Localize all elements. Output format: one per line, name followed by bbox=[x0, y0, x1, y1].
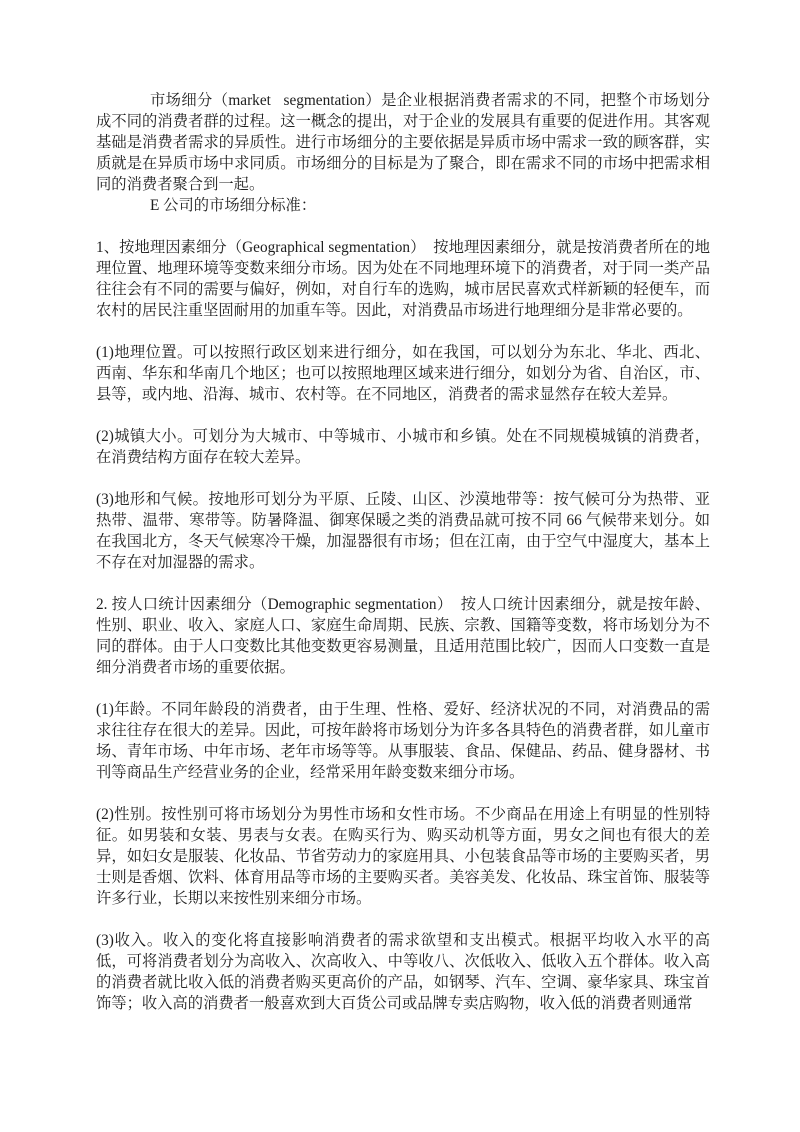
intro-paragraph: 市场细分（market segmentation）是企业根据消费者需求的不同，把整个市场划分成不同的消费者群的过程。这一概念的提出，对于企业的发展具有重要的促进作用。其客观基础是消费者需求的异质性。进行市场细分的主要依据是异质市场中需求一致的顾客群，实质就是在异质市场中求同质。市场细分的目标是为了聚合，即在需求不同的市场中把需求相同的消费者聚合到一起。 bbox=[96, 92, 710, 193]
section-demographic-paragraph: 2. 按人口统计因素细分（Demographic segmentation） 按人口统计因素细分，就是按年龄、性别、职业、收入、家庭人口、家庭生命周期、民族、宗教、国籍等变数，将市场划分为不同的群体。由于人口变数比其他变数更容易测量，且适用范围比较广，因而人口变数一直是细分消费者市场的重要依据。 bbox=[96, 596, 710, 676]
income-paragraph: (3)收入。收入的变化将直接影响消费者的需求欲望和支出模式。根据平均收入水平的高低，可将消费者划分为高收入、次高收入、中等收八、次低收入、低收入五个群体。收入高的消费者就比收入低的消费者购买更高价的产品，如钢琴、汽车、空调、豪华家具、珠宝首饰等；收入高的消费者一般喜欢到大百货公司或品牌专卖店购物，收入低的消费者则通常 bbox=[96, 932, 710, 1012]
section-geographical-paragraph: 1、按地理因素细分（Geographical segmentation） 按地理因素细分，就是按消费者所在的地理位置、地理环境等变数来细分市场。因为处在不同地理环境下的消费者，对于同一类产品往往会有不同的需要与偏好，例如，对自行车的选购，城市居民喜欢式样新颖的轻便车，而农村的居民注重坚固耐用的加重车等。因此，对消费品市场进行地理细分是非常必要的。 bbox=[96, 239, 710, 319]
gender-paragraph: (2)性别。按性别可将市场划分为男性市场和女性市场。不少商品在用途上有明显的性别特征。如男装和女装、男表与女表。在购买行为、购买动机等方面，男女之间也有很大的差异，如妇女是服装、化妆品、节省劳动力的家庭用具、小包装食品等市场的主要购买者，男士则是香烟、饮料、体育用品等市场的主要购买者。美容美发、化妆品、珠宝首饰、服装等许多行业，长期以来按性别来细分市场。 bbox=[96, 806, 710, 907]
geo-location-paragraph: (1)地理位置。可以按照行政区划来进行细分，如在我国，可以划分为东北、华北、西北、西南、华东和华南几个地区；也可以按照地理区域来进行细分，如划分为省、自治区，市、县等，或内地、沿海、城市、农村等。在不同地区，消费者的需求显然存在较大差异。 bbox=[96, 344, 710, 403]
age-paragraph: (1)年龄。不同年龄段的消费者，由于生理、性格、爱好、经济状况的不同，对消费品的需求往往存在很大的差异。因此，可按年龄将市场划分为许多各具特色的消费者群，如儿童市场、青年市场、中年市场、老年市场等等。从事服装、食品、保健品、药品、健身器材、书刊等商品生产经营业务的企业，经常采用年龄变数来细分市场。 bbox=[96, 701, 710, 781]
town-size-paragraph: (2)城镇大小。可划分为大城市、中等城市、小城市和乡镇。处在不同规模城镇的消费者，在消费结构方面存在较大差异。 bbox=[96, 428, 710, 466]
segmentation-standards-heading: E 公司的市场细分标准： bbox=[150, 197, 317, 214]
terrain-climate-paragraph: (3)地形和气候。按地形可划分为平原、丘陵、山区、沙漠地带等：按气候可分为热带、亚热带、温带、寒带等。防暑降温、御寒保暖之类的消费品就可按不同 66 气候带来划分。如在我国北方，冬天气候寒冷干燥，加湿器很有市场；但在江南，由于空气中湿度大，基本上不存在对加湿器的需求。 bbox=[96, 491, 710, 571]
document-page bbox=[96, 90, 710, 1014]
